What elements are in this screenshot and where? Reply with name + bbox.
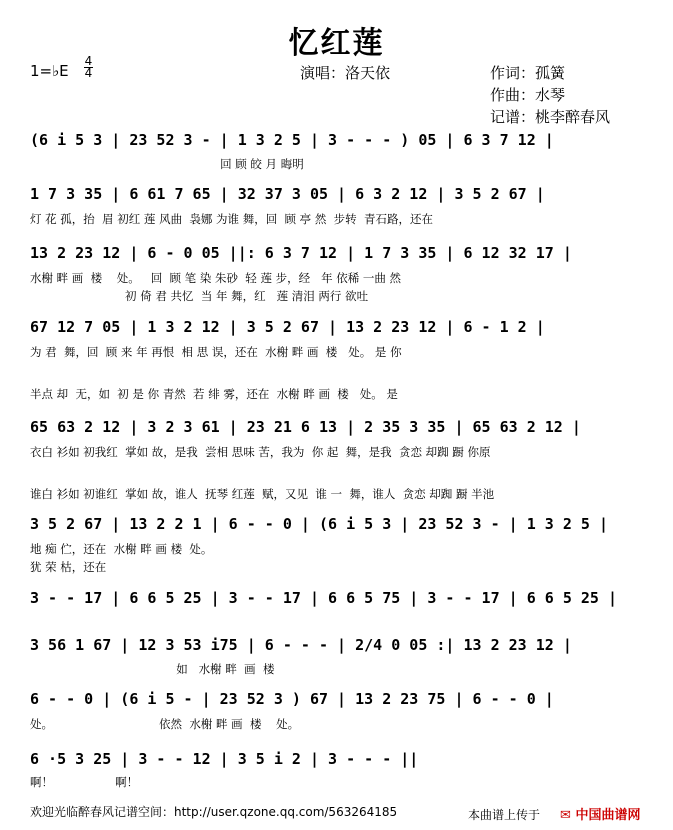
score-line-2-notes: 1 7 3 35 | 6 61 7 65 | 32 37 3 05 | 6 3 2 12 | 3 5 2 67 |	[30, 185, 545, 203]
time-sig-top: 4	[84, 54, 93, 68]
score-line-1-lyrics: 回 顾 皎 月 晦明	[30, 157, 304, 171]
upload-text: 本曲谱上传于	[468, 808, 541, 822]
score-line-2-lyrics: 灯 花 孤，抬 眉 初红 莲 风曲 袅娜 为谁 舞，回 顾 亭 然 步转 青石路，还在	[30, 212, 433, 226]
song-title: 忆红莲	[288, 26, 385, 61]
visit-text: 欢迎光临醉春风记谱空间：http://user.qzone.qq.com/563264185	[30, 805, 398, 819]
score-line-5-notes: 65 63 2 12 | 3 2 3 61 | 23 21 6 13 | 2 35 3 35 | 65 63 2 12 |	[30, 418, 581, 436]
composer-credit: 作曲：水琴	[490, 86, 566, 104]
time-signature	[84, 56, 93, 79]
key-signature: 1=♭E	[30, 62, 69, 80]
score-line-1-notes: (6 i 5 3 | 23 52 3 - | 1 3 2 5 | 3 - - - ) 05 | 6 3 7 12 |	[30, 131, 554, 149]
score-line-6-lyrics-b: 犹 荣 枯，还在	[30, 560, 107, 574]
transcriber-credit: 记谱：桃李醉春风	[490, 108, 611, 126]
score-line-10-lyrics: 啊！ 啊！	[30, 775, 139, 789]
score-line-7-notes: 3 - - 17 | 6 6 5 25 | 3 - - 17 | 6 6 5 75 | 3 - - 17 | 6 6 5 25 |	[30, 589, 617, 607]
logo-icon: ✉	[560, 808, 571, 823]
lyricist-credit: 作词：孤簧	[490, 64, 566, 82]
score-line-5-lyrics-a: 衣白 衫如 初我红 掌如 故，是我 尝相 思味 苦，我为 你 起 舞，是我 贪恋 却踟 蹰 你原	[30, 445, 491, 459]
score-line-6-notes: 3 5 2 67 | 13 2 2 1 | 6 - - 0 | (6 i 5 3 | 23 52 3 - | 1 3 2 5 |	[30, 515, 608, 533]
score-line-4-lyrics-a: 为 君 舞，回 顾 来 年 再恨 相 思 误，还在 水榭 畔 画 楼 处。 是 你	[30, 345, 402, 359]
site-logo	[560, 804, 640, 823]
score-line-3-notes: 13 2 23 12 | 6 - 0 05 ||: 6 3 7 12 | 1 7 3 35 | 6 12 32 17 |	[30, 244, 572, 262]
time-sig-bottom: 4	[84, 66, 93, 80]
score-line-9-lyrics: 处。 依然 水榭 畔 画 楼 处。	[30, 717, 300, 731]
score-line-5-lyrics-b: 谁白 衫如 初谁红 掌如 故，谁人 抚琴 红莲 赋，又见 谁 一 舞，谁人 贪恋 却踟 蹰 半池	[30, 487, 495, 501]
score-line-8-notes: 3 56 1 67 | 12 3 53 i75 | 6 - - - | 2/4 0 05 :| 13 2 23 12 |	[30, 636, 572, 654]
score-line-10-notes: 6 ·5 3 25 | 3 - - 12 | 3 5 i 2 | 3 - - - ||	[30, 750, 419, 768]
score-line-6-lyrics-a: 地 痴 伫，还在 水榭 畔 画 楼 处。	[30, 542, 213, 556]
score-line-3-lyrics-b: 初 倚 君 共忆 当 年 舞，红 莲 清泪 两行 欲吐	[30, 289, 369, 303]
score-line-3-lyrics-a: 水榭 畔 画 楼 处。 回 顾 笔 染 朱砂 轻 莲 步，经 年 依稀 一曲 然	[30, 271, 402, 285]
score-line-4-notes: 67 12 7 05 | 1 3 2 12 | 3 5 2 67 | 13 2 23 12 | 6 - 1 2 |	[30, 318, 545, 336]
site-logo-text: 中国曲谱网	[575, 808, 641, 823]
score-line-8-lyrics: 如 水榭 畔 画 楼	[30, 662, 275, 676]
score-line-4-lyrics-b: 半点 却 无，如 初 是 你 青然 若 绯 雾，还在 水榭 畔 画 楼 处。 是	[30, 387, 398, 401]
singer-credit: 演唱：洛天依	[300, 64, 391, 82]
score-line-9-notes: 6 - - 0 | (6 i 5 - | 23 52 3 ) 67 | 13 2 23 75 | 6 - - 0 |	[30, 690, 554, 708]
